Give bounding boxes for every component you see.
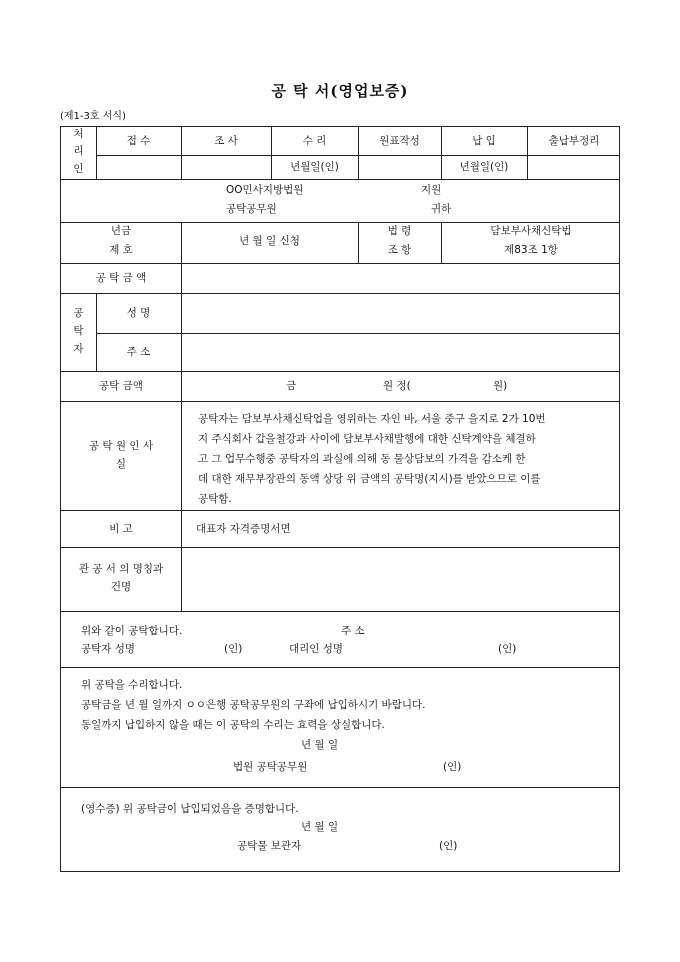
processing-label: 인	[73, 163, 84, 175]
remarks-value: 대표자 자격증명서면	[196, 523, 291, 535]
remarks-label: 비 고	[109, 523, 133, 535]
declaration-text: 위와 같이 공탁합니다.	[81, 625, 183, 637]
depositor-name-label: 공탁자 성명	[81, 643, 136, 655]
seal-mark: (인)	[439, 840, 458, 852]
acceptance-text: 공탁금을 년 월 일까지 ㅇㅇ은행 공탁공무원의 구좌에 납입하시기 바랍니다.	[81, 699, 426, 711]
officer-title: 공탁공무원	[226, 203, 277, 215]
rule	[96, 293, 97, 371]
col-received: 접 수	[126, 135, 151, 147]
deposit-form	[60, 126, 620, 872]
law-label: 법 령	[387, 225, 412, 237]
court-suffix: 지원	[421, 184, 442, 196]
year-label: 년금	[110, 225, 132, 237]
seal-mark: (인)	[443, 761, 462, 773]
rule	[96, 333, 620, 334]
rule	[61, 547, 620, 548]
cause-line: 고 그 업무수행중 공탁자의 과실에 의해 동 물상담보의 가격을 감소케 한	[198, 453, 526, 465]
seal-mark: (인)	[224, 643, 243, 655]
rule	[61, 667, 620, 668]
rule	[181, 547, 182, 611]
application-date: 년 월 일 신청	[239, 235, 300, 247]
agent-name-label: 대리인 성명	[289, 643, 344, 655]
office-label: 관 공 서 의 명칭과	[78, 563, 164, 575]
law-name: 담보부사채신탁법	[490, 225, 572, 237]
date-seal: 년월일(인)	[290, 161, 339, 173]
article-label: 조 항	[387, 244, 412, 256]
depositor-label: 자	[73, 343, 84, 355]
rule	[61, 293, 620, 294]
acceptance-text: 동일까지 납입하지 않을 때는 이 공탁의 수리는 효력을 상실합니다.	[81, 719, 385, 731]
rule	[61, 222, 620, 223]
cause-line: 데 대한 재무부장관의 동액 상당 위 금액의 공탁명(지시)를 받았으므로 이를	[198, 473, 541, 485]
processing-label: 처	[73, 128, 84, 140]
acceptance-text: 위 공탁을 수리합니다.	[81, 679, 183, 691]
court-name: OO민사지방법원	[226, 184, 304, 196]
depositor-label: 공	[73, 307, 84, 319]
date-seal: 년월일(인)	[459, 161, 509, 173]
court-officer-label: 법원 공탁공무원	[233, 761, 308, 773]
name-label: 성 명	[126, 307, 151, 319]
col-investigation: 조 사	[214, 135, 238, 147]
address-label: 주 소	[126, 346, 151, 358]
receipt-date: 년 월 일	[301, 821, 339, 833]
custodian-label: 공탁물 보관자	[237, 840, 302, 852]
amount-won: 원 정(	[383, 380, 411, 392]
rule	[181, 371, 182, 401]
rule	[61, 179, 620, 180]
rule	[181, 401, 182, 510]
receipt-text: (영수증) 위 공탁금이 납입되었음을 증명합니다.	[81, 803, 299, 815]
amount-label: 공탁 금액	[99, 380, 143, 392]
number-label: 제 호	[109, 244, 133, 256]
cause-line: 공탁함.	[198, 493, 232, 505]
cause-line: 지 주식회사 갑을철강과 사이에 담보부사채발행에 대한 신탁계약을 체결하	[198, 433, 536, 445]
depositor-label: 탁	[73, 325, 84, 337]
rule	[181, 263, 182, 371]
rule	[61, 263, 620, 264]
officer-suffix: 귀하	[431, 203, 452, 215]
col-cashbook: 출납부정리	[548, 135, 600, 147]
form-code: (제1-3호 서식)	[60, 111, 126, 122]
amount-won-close: 원)	[493, 380, 508, 392]
rule	[61, 510, 620, 511]
rule	[61, 787, 620, 788]
col-acceptance: 수 리	[302, 135, 327, 147]
deposit-amount-label: 공 탁 금 액	[95, 272, 147, 284]
rule	[61, 611, 620, 612]
col-ledger-entry: 원표작성	[379, 135, 420, 147]
acceptance-date: 년 월 일	[301, 739, 339, 751]
office-label: 건명	[110, 581, 132, 593]
col-payment: 납 입	[472, 135, 496, 147]
rule	[181, 510, 182, 547]
law-article: 제83조 1항	[504, 244, 558, 256]
document-title: 공 탁 서(영업보증)	[271, 82, 409, 100]
cause-line: 공탁자는 담보부사채신탁업을 영위하는 자인 바, 서울 중구 을지로 2가 10번	[198, 413, 546, 425]
declaration-address-label: 주 소	[341, 625, 365, 637]
rule	[61, 401, 620, 402]
rule	[61, 371, 620, 372]
cause-label: 실	[115, 458, 127, 470]
cause-label: 공 탁 원 인 사	[88, 440, 154, 452]
processing-label: 리	[73, 145, 84, 157]
seal-mark: (인)	[498, 643, 517, 655]
amount-gold: 금	[286, 380, 297, 392]
